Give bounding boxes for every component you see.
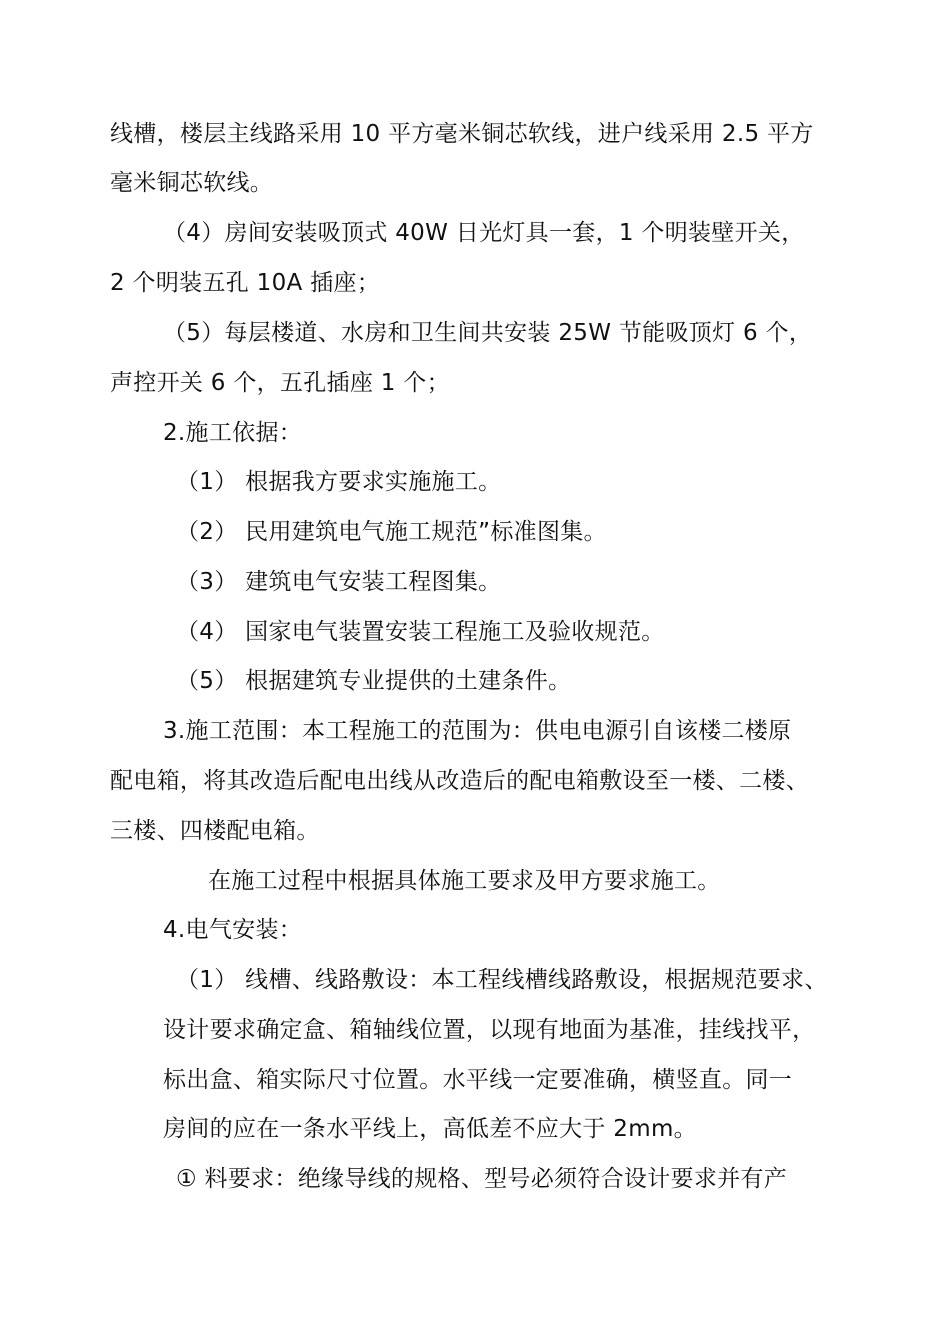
- text-line-3: （4）房间安装吸顶式 40W 日光灯具一套，1 个明装壁开关，: [163, 220, 805, 246]
- text-line-6: 声控开关 6 个，五孔插座 1 个；: [110, 370, 450, 396]
- section-heading-4: 4.电气安装：: [163, 917, 303, 943]
- text-line-16: 在施工过程中根据具体施工要求及甲方要求施工。: [208, 868, 721, 894]
- text-line-2: 毫米铜芯软线。: [110, 170, 274, 196]
- text-line-14: 配电箱，将其改造后配电出线从改造后的配电箱敷设至一楼、二楼、: [110, 768, 809, 794]
- list-item: （3） 建筑电气安装工程图集。: [176, 569, 502, 595]
- text-line-5: （5）每层楼道、水房和卫生间共安装 25W 节能吸顶灯 6 个，: [163, 320, 813, 346]
- list-item: （4） 国家电气装置安装工程施工及验收规范。: [176, 619, 665, 645]
- list-item: （2） 民用建筑电气施工规范”标准图集。: [176, 519, 607, 545]
- section-heading-2: 2.施工依据：: [163, 420, 303, 446]
- list-item: （1） 根据我方要求实施施工。: [176, 469, 502, 495]
- text-line-1: 线槽，楼层主线路采用 10 平方毫米铜芯软线，进户线采用 2.5 平方: [110, 121, 814, 147]
- text-line-15: 三楼、四楼配电箱。: [110, 818, 320, 844]
- text-line-4: 2 个明装五孔 10A 插座；: [110, 270, 381, 296]
- section-heading-3: 3.施工范围：本工程施工的范围为：供电电源引自该楼二楼原: [163, 718, 792, 744]
- text-line-19: 设计要求确定盒、箱轴线位置，以现有地面为基准，挂线找平，: [163, 1017, 816, 1043]
- text-line-20: 标出盒、箱实际尺寸位置。水平线一定要准确，横竖直。同一: [163, 1067, 793, 1093]
- text-line-18: （1） 线槽、线路敷设：本工程线槽线路敷设，根据规范要求、: [176, 967, 828, 993]
- text-line-21: 房间的应在一条水平线上，高低差不应大于 2mm。: [163, 1116, 697, 1142]
- list-item: （5） 根据建筑专业提供的土建条件。: [176, 668, 572, 694]
- text-line-22: ① 料要求：绝缘导线的规格、型号必须符合设计要求并有产: [176, 1166, 788, 1192]
